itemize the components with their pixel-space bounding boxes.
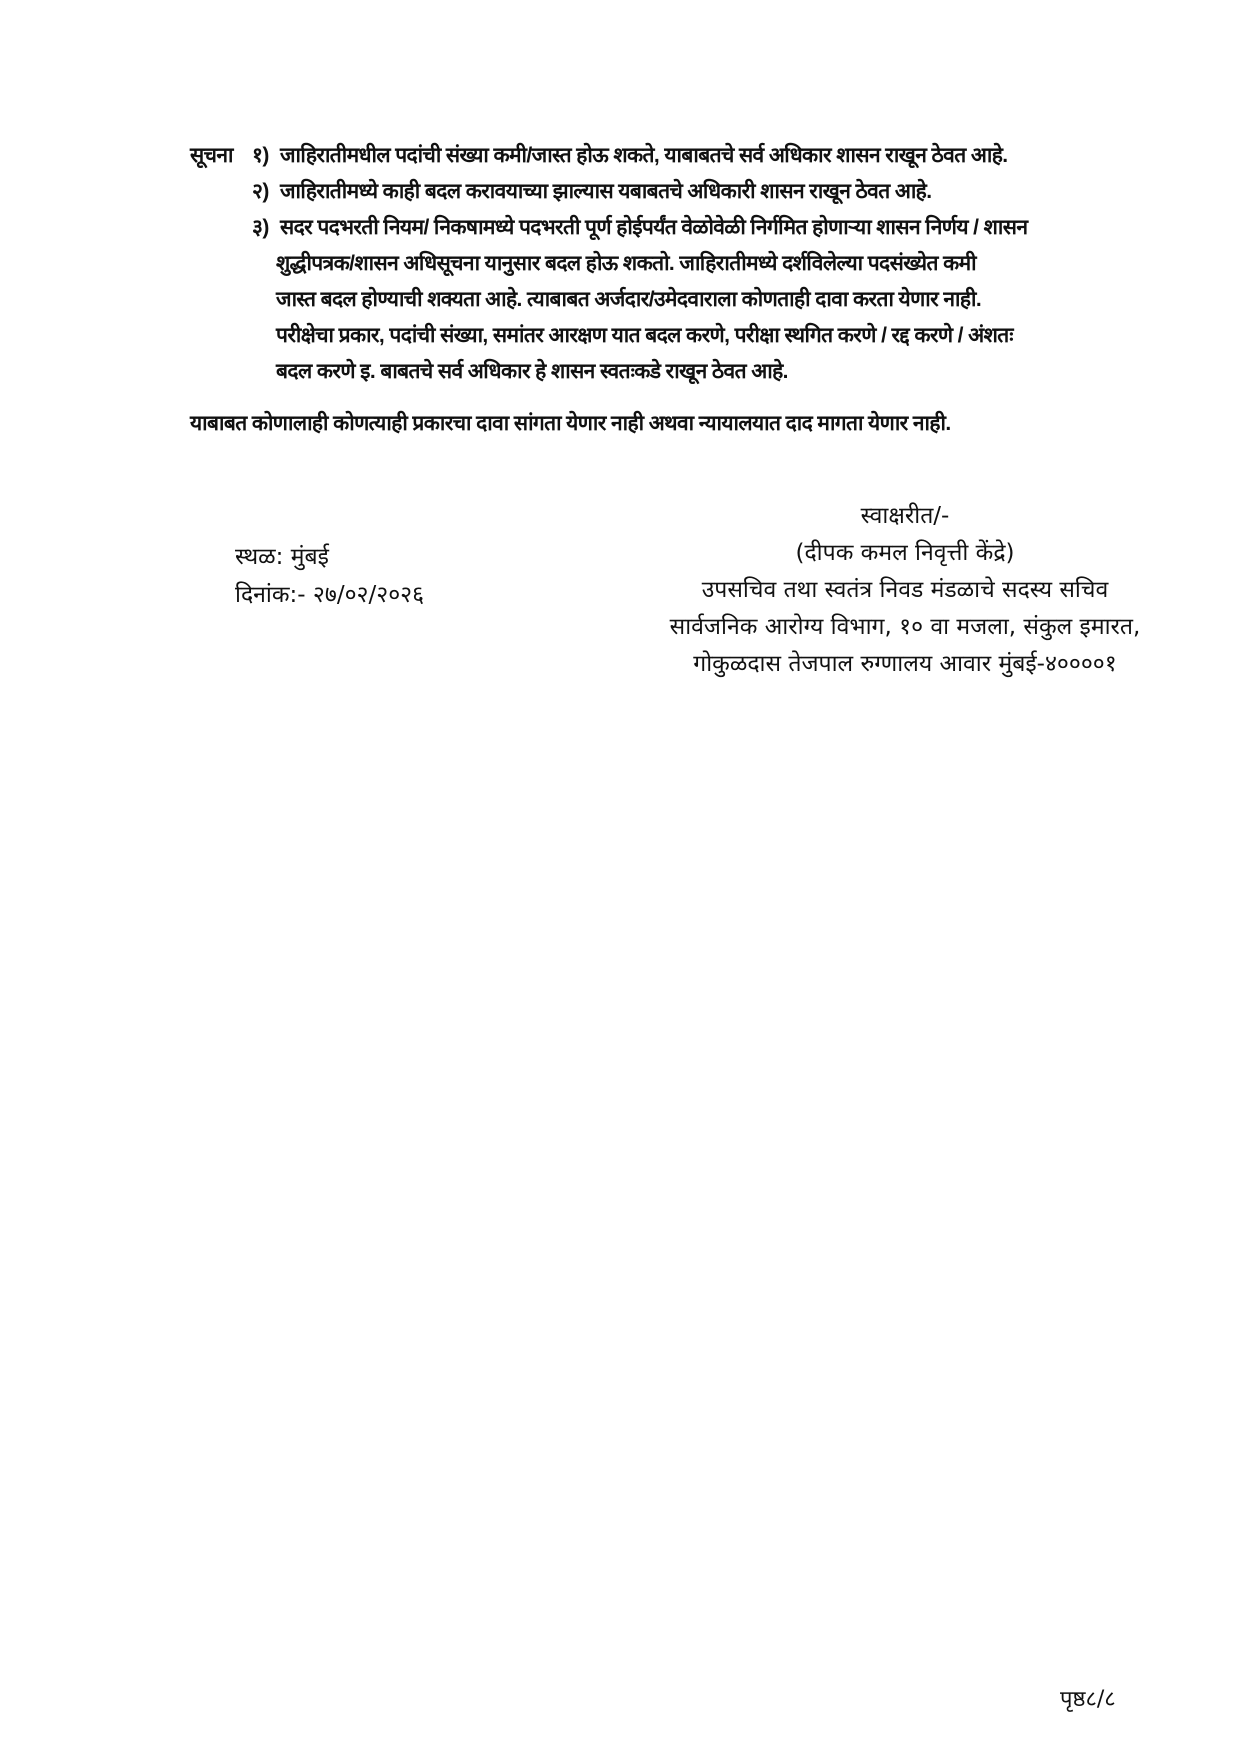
date-label: दिनांक:- [235, 582, 306, 608]
note-item-1 [190, 138, 1140, 174]
note-text-line: परीक्षेचा प्रकार, पदांची संख्या, समांतर आरक्षण यात बदल करणे, परीक्षा स्थगित करणे / रद्द करणे / अंशतः [276, 324, 1013, 347]
place-line [235, 538, 424, 576]
signatory-name: (दीपक कमल निवृत्ती केंद्रे) [795, 540, 1015, 566]
signatory-designation: उपसचिव तथा स्वतंत्र निवड मंडळाचे सदस्य सचिव [701, 577, 1109, 603]
place-value: मुंबई [290, 544, 329, 570]
note-text-line: जास्त बदल होण्याची शक्यता आहे. त्याबाबत अर्जदार/उमेदवाराला कोणताही दावा करता येणार नाही. [276, 288, 982, 311]
note-number: ३) [252, 216, 269, 239]
note-text: जाहिरातीमध्ये काही बदल करावयाच्या झाल्यास यबाबतचे अधिकारी शासन राखून ठेवत आहे. [279, 180, 932, 203]
note-item-3 [190, 210, 1140, 390]
note-text: जाहिरातीमधील पदांची संख्या कमी/जास्त होऊ शकते, याबाबतचे सर्व अधिकार शासन राखून ठेवत आहे. [279, 144, 1008, 167]
place-label: स्थळ: [235, 544, 284, 570]
page-number: पृष्ठ८/८ [1060, 1687, 1116, 1712]
notes-section [190, 138, 1140, 390]
date-value: २७/०२/२०२६ [312, 582, 425, 608]
notes-label: सूचना [190, 144, 233, 167]
signature-block [650, 498, 1160, 683]
signed-mark: स्वाक्षरीत/- [860, 503, 950, 529]
note-number: २) [252, 180, 269, 203]
note-number: १) [252, 144, 269, 167]
note-text-line: शुद्धीपत्रक/शासन अधिसूचना यानुसार बदल होऊ शकतो. जाहिरातीमध्ये दर्शविलेल्या पदसंख्येत कमी [276, 252, 977, 275]
place-date-block [235, 538, 424, 614]
office-address-line1: सार्वजनिक आरोग्य विभाग, १० वा मजला, संकुल इमारत, [669, 614, 1141, 640]
office-address-line2: गोकुळदास तेजपाल रुग्णालय आवार मुंबई-४००००१ [693, 651, 1117, 677]
note-item-2 [190, 174, 1140, 210]
note-text-line: बदल करणे इ. बाबतचे सर्व अधिकार हे शासन स्वतःकडे राखून ठेवत आहे. [276, 360, 788, 383]
note-text-line: सदर पदभरती नियम/ निकषामध्ये पदभरती पूर्ण होईपर्यंत वेळोवेळी निर्गमित होणाऱ्या शासन निर्णय / शासन [279, 216, 1028, 239]
disclaimer-text: याबाबत कोणालाही कोणत्याही प्रकारचा दावा सांगता येणार नाही अथवा न्यायालयात दाद मागता येणार नाही. [190, 412, 951, 435]
date-line [235, 576, 424, 614]
